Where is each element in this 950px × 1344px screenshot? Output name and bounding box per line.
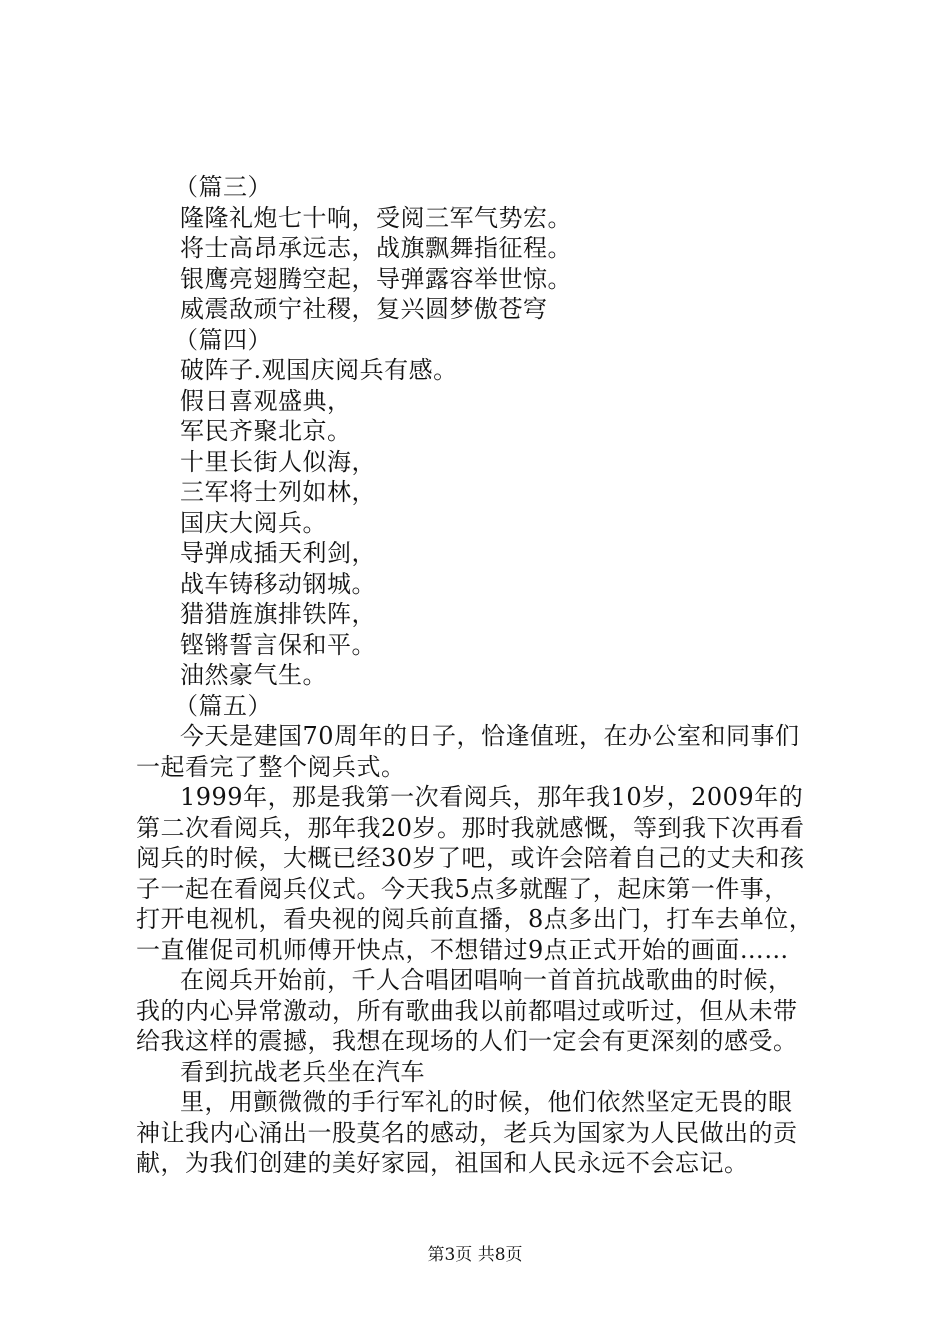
paragraph-line: 打开电视机，看央视的阅兵前直播，8点多出门，打车去单位， [136,905,814,933]
poem-line: 银鹰亮翅腾空起，导弹露容举世惊。 [180,264,572,293]
poem-title: 破阵子.观国庆阅兵有感。 [180,356,458,384]
poem-line: 三军将士列如林， [180,478,376,506]
paragraph-line: 我的内心异常激动，所有歌曲我以前都唱过或听过，但从未带 [136,996,798,1025]
document-body [136,172,836,1179]
poem-line: 战车铸移动钢城。 [180,569,376,598]
poem-line: 军民齐聚北京。 [180,417,352,445]
paragraph-line: 阅兵的时候，大概已经30岁了吧，或许会陪着自己的丈夫和孩 [136,844,805,872]
paragraph-line: 献，为我们创建的美好家园，祖国和人民永远不会忘记。 [136,1149,749,1177]
paragraph-line: 子一起在看阅兵仪式。今天我5点多就醒了，起床第一件事， [136,874,789,903]
paragraph-line: 神让我内心涌出一股莫名的感动，老兵为国家为人民做出的贡 [136,1118,798,1147]
poem-line: 猎猎旌旗排铁阵， [180,600,376,628]
poem-line: 十里长街人似海， [180,447,376,476]
section-heading: （篇五） [174,691,272,720]
page-number-footer: 第3页 共8页 [427,1245,523,1265]
section-heading: （篇四） [174,325,272,354]
poem-line: 威震敌顽宁社稷，复兴圆梦傲苍穹 [180,295,548,323]
paragraph-line: 看到抗战老兵坐在汽车 [180,1057,425,1086]
paragraph-line: 1999年，那是我第一次看阅兵，那年我10岁，2009年的 [180,783,804,811]
section-heading: （篇三） [174,173,272,201]
paragraph-line: 今天是建国70周年的日子，恰逢值班，在办公室和同事们 [180,722,800,750]
paragraph-line: 给我这样的震撼，我想在现场的人们一定会有更深刻的感受。 [136,1027,798,1055]
paragraph-line: 在阅兵开始前，千人合唱团唱响一首首抗战歌曲的时候， [180,966,793,994]
poem-line: 将士高昂承远志，战旗飘舞指征程。 [180,234,572,262]
poem-line: 油然豪气生。 [180,661,327,689]
poem-line: 假日喜观盛典， [180,386,352,415]
paragraph-line: 里，用颤微微的手行军礼的时候，他们依然坚定无畏的眼 [180,1088,793,1116]
paragraph-line: 一起看完了整个阅兵式。 [136,752,406,781]
poem-line: 铿锵誓言保和平。 [180,630,376,659]
poem-line: 导弹成插天利剑， [180,539,376,567]
poem-line: 隆隆礼炮七十响，受阅三军气势宏。 [180,203,572,232]
paragraph-line: 第二次看阅兵，那年我20岁。那时我就感慨，等到我下次再看 [136,813,805,842]
poem-line: 国庆大阅兵。 [180,508,327,537]
paragraph-line: 一直催促司机师傅开快点，不想错过9点正式开始的画面…… [136,935,789,964]
